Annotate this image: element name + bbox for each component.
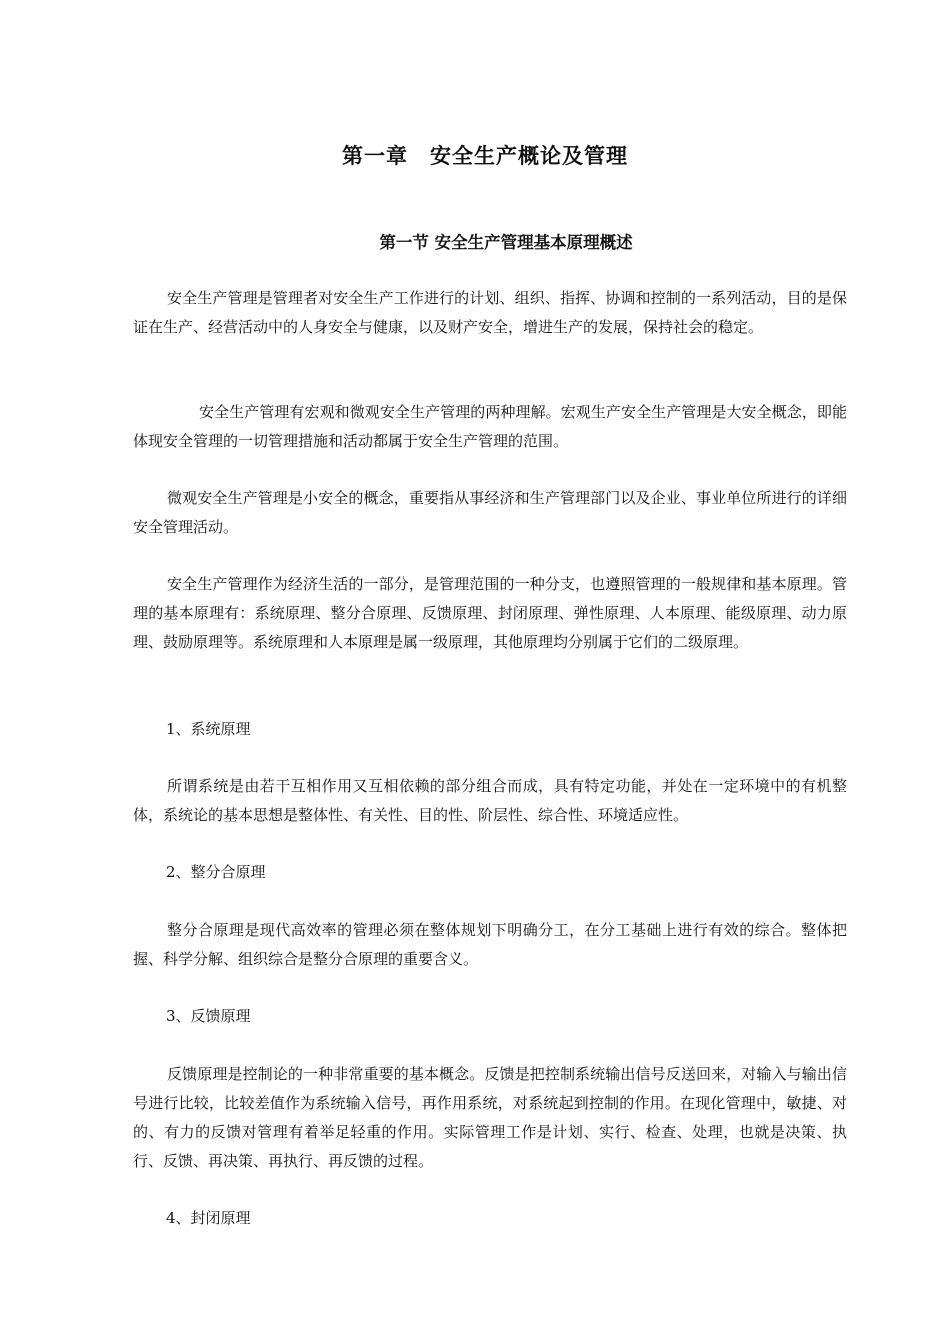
paragraph-macro-micro: 安全生产管理有宏观和微观安全生产管理的两种理解。宏观生产安全生产管理是大安全概念，即能体现安全管理的一切管理措施和活动都属于安全生产管理的范围。	[133, 403, 847, 450]
chapter-title: 第一章 安全生产概论及管理	[342, 144, 628, 168]
paragraph-intro: 安全生产管理是管理者对安全生产工作进行的计划、组织、指挥、协调和控制的一系列活动，目的是保证在生产、经营活动中的人身安全与健康，以及财产安全，增进生产的发展，保持社会的稳定。	[133, 289, 847, 336]
paragraph-system-principle: 所谓系统是由若干互相作用又互相依赖的部分组合而成，具有特定功能，并处在一定环境中的有机整体，系统论的基本思想是整体性、有关性、目的性、阶层性、综合性、环境适应性。	[133, 777, 847, 824]
paragraph-basic-principles: 安全生产管理作为经济生活的一部分，是管理范围的一种分支，也遵照管理的一般规律和基本原理。管理的基本原理有：系统原理、整分合原理、反馈原理、封闭原理、弹性原理、人本原理、能级原理、动力原理、鼓励原理等。系统原理和人本原理是属一级原理，其他原理均分别属于它们的二级原理。	[133, 575, 847, 651]
paragraph-integration-principle: 整分合原理是现代高效率的管理必须在整体规划下明确分工，在分工基础上进行有效的综合。整体把握、科学分解、组织综合是整分合原理的重要含义。	[133, 921, 847, 968]
heading-closure-principle: 4、封闭原理	[166, 1209, 251, 1227]
heading-feedback-principle: 3、反馈原理	[166, 1007, 251, 1025]
paragraph-micro-safety: 微观安全生产管理是小安全的概念，重要指从事经济和生产管理部门以及企业、事业单位所进行的详细安全管理活动。	[133, 489, 847, 536]
paragraph-feedback-principle: 反馈原理是控制论的一种非常重要的基本概念。反馈是把控制系统输出信号反送回来，对输入与输出信号进行比较，比较差值作为系统输入信号，再作用系统，对系统起到控制的作用。在现化管理中，敏捷、对的、有力的反馈对管理有着举足轻重的作用。实际管理工作是计划、实行、检查、处理，也就是决策、执行、反馈、再决策、再执行、再反馈的过程。	[133, 1065, 847, 1170]
heading-integration-principle: 2、整分合原理	[166, 863, 266, 881]
heading-system-principle: 1、系统原理	[166, 720, 251, 738]
section-title: 第一节 安全生产管理基本原理概述	[379, 233, 633, 252]
